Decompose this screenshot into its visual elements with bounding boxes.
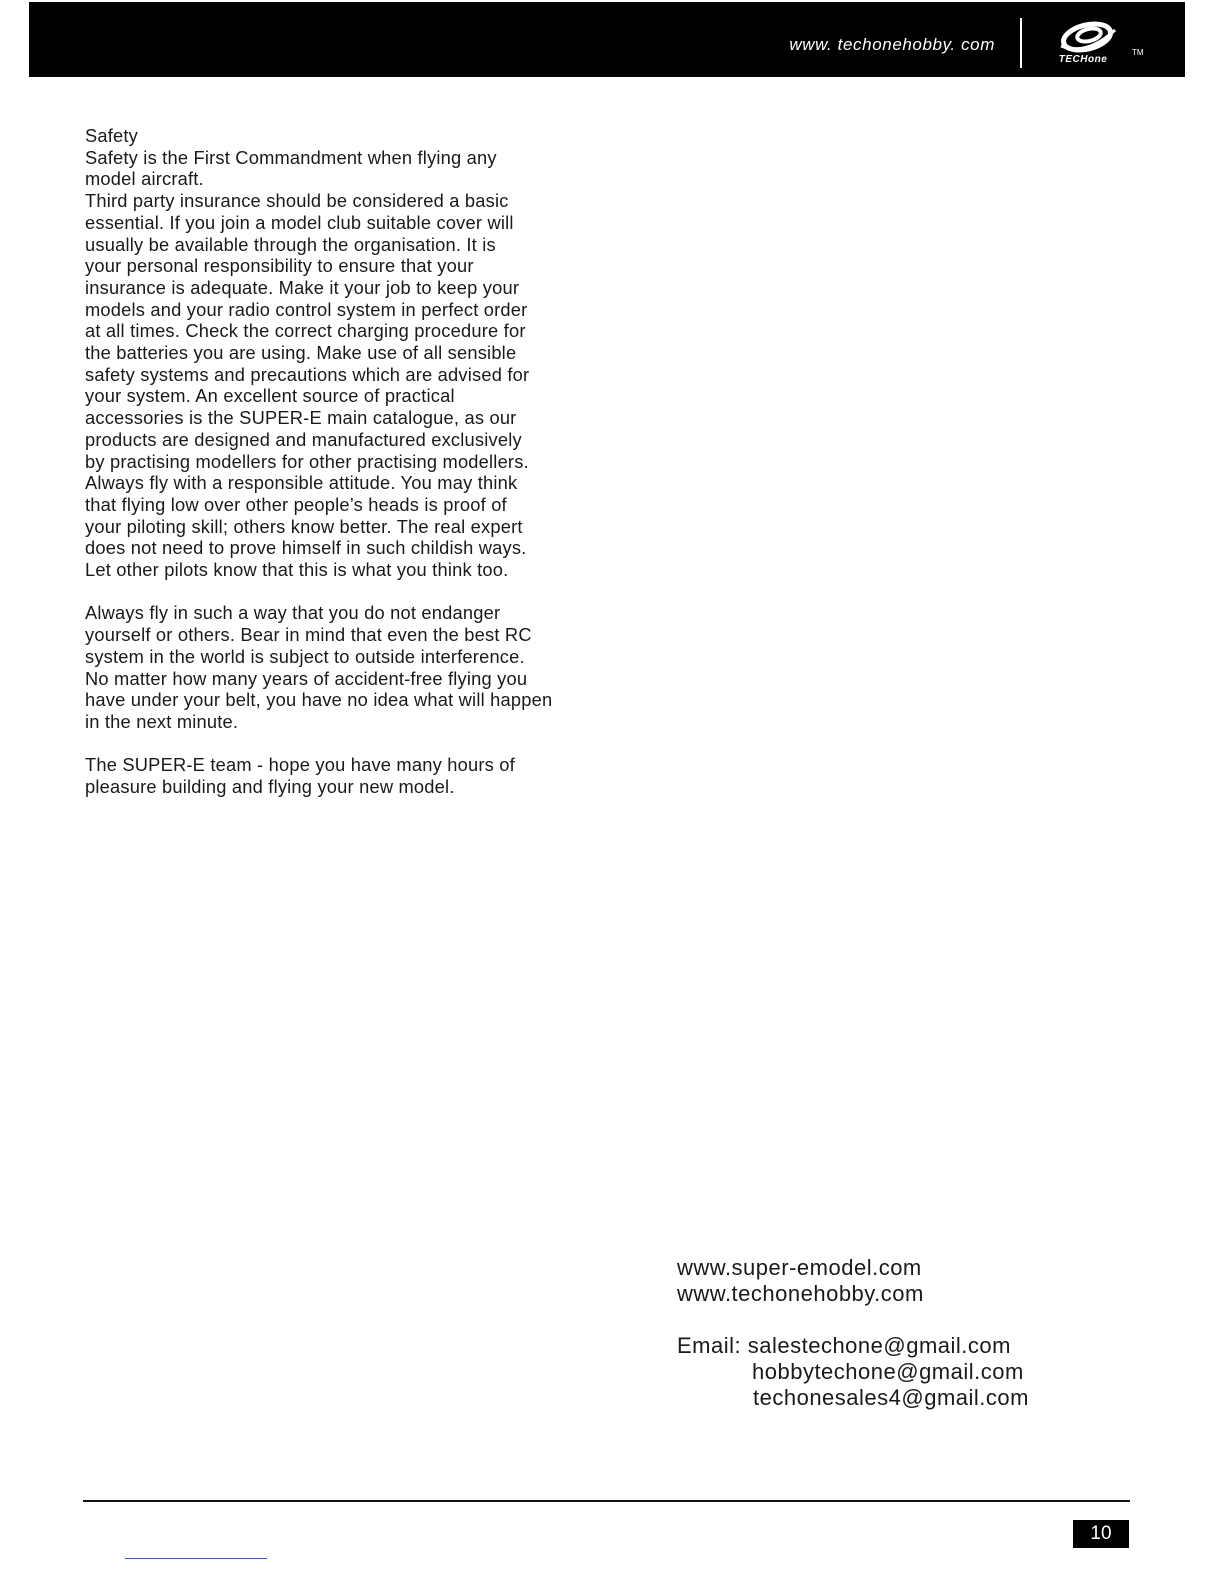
contact-block bbox=[677, 1255, 1157, 1411]
text-line: your personal responsibility to ensure that your bbox=[85, 255, 474, 277]
text-line: Always fly in such a way that you do not endanger bbox=[85, 602, 501, 624]
contact-gap bbox=[677, 1307, 1157, 1333]
link-underline bbox=[125, 1558, 267, 1559]
text-line: models and your radio control system in perfect order bbox=[85, 298, 528, 320]
logo-trademark: TM bbox=[1132, 48, 1144, 57]
text-line: does not need to prove himself in such childish ways. bbox=[85, 537, 527, 559]
text-line: at all times. Check the correct charging procedure for bbox=[85, 320, 526, 342]
paragraph-fly-safely bbox=[85, 602, 645, 732]
text-line: in the next minute. bbox=[85, 710, 239, 732]
text-line: essential. If you join a model club suitable cover will bbox=[85, 211, 514, 233]
page-number: 10 bbox=[1073, 1520, 1129, 1548]
text-line: usually be available through the organisation. It is bbox=[85, 233, 496, 255]
text-line: Let other pilots know that this is what you think too. bbox=[85, 559, 509, 581]
text-line: The SUPER-E team - hope you have many hours of bbox=[85, 754, 515, 776]
header-url[interactable]: www. techonehobby. com bbox=[789, 35, 995, 54]
text-line: Safety is the First Commandment when flying any bbox=[85, 146, 497, 168]
text-line: safety systems and precautions which are advised for bbox=[85, 363, 530, 385]
paragraph-gap bbox=[85, 733, 645, 755]
text-line: that flying low over other people’s heads is proof of bbox=[85, 493, 507, 515]
text-line: Always fly with a responsible attitude. You may think bbox=[85, 472, 518, 494]
text-line: yourself or others. Bear in mind that even the best RC bbox=[85, 624, 532, 646]
website-techone[interactable]: www.techonehobby.com bbox=[677, 1281, 924, 1306]
techone-logo bbox=[1035, 14, 1145, 72]
email-secondary[interactable]: hobbytechone@gmail.com bbox=[752, 1359, 1024, 1384]
text-line: No matter how many years of accident-free flying you bbox=[85, 667, 528, 689]
text-line: Third party insurance should be considered a basic bbox=[85, 190, 509, 212]
text-line: accessories is the SUPER-E main catalogue, as our bbox=[85, 407, 517, 429]
text-line: system in the world is subject to outside interference. bbox=[85, 645, 525, 667]
techone-swoosh-icon bbox=[1057, 20, 1119, 54]
website-super-e[interactable]: www.super-emodel.com bbox=[677, 1255, 922, 1280]
text-line: insurance is adequate. Make it your job to keep your bbox=[85, 276, 520, 298]
logo-wordmark: TECHone bbox=[1058, 54, 1108, 65]
paragraph-team bbox=[85, 754, 645, 797]
text-line: have under your belt, you have no idea what will happen bbox=[85, 689, 553, 711]
email-primary[interactable]: Email: salestechone@gmail.com bbox=[677, 1333, 1011, 1358]
text-line: your system. An excellent source of practical bbox=[85, 385, 455, 407]
footer-rule bbox=[83, 1500, 1130, 1502]
paragraph-safety bbox=[85, 125, 645, 581]
header-bar bbox=[29, 2, 1185, 77]
text-line: pleasure building and flying your new model. bbox=[85, 776, 455, 798]
text-line: products are designed and manufactured exclusively bbox=[85, 428, 522, 450]
text-line: your piloting skill; others know better. The real expert bbox=[85, 515, 523, 537]
text-line: model aircraft. bbox=[85, 168, 204, 190]
text-line: by practising modellers for other practising modellers. bbox=[85, 450, 529, 472]
text-line: Safety bbox=[85, 125, 139, 146]
email-tertiary[interactable]: techonesales4@gmail.com bbox=[753, 1385, 1029, 1410]
text-line: the batteries you are using. Make use of all sensible bbox=[85, 342, 517, 364]
header-divider bbox=[1020, 18, 1022, 68]
paragraph-gap bbox=[85, 581, 645, 603]
safety-text bbox=[85, 125, 645, 798]
